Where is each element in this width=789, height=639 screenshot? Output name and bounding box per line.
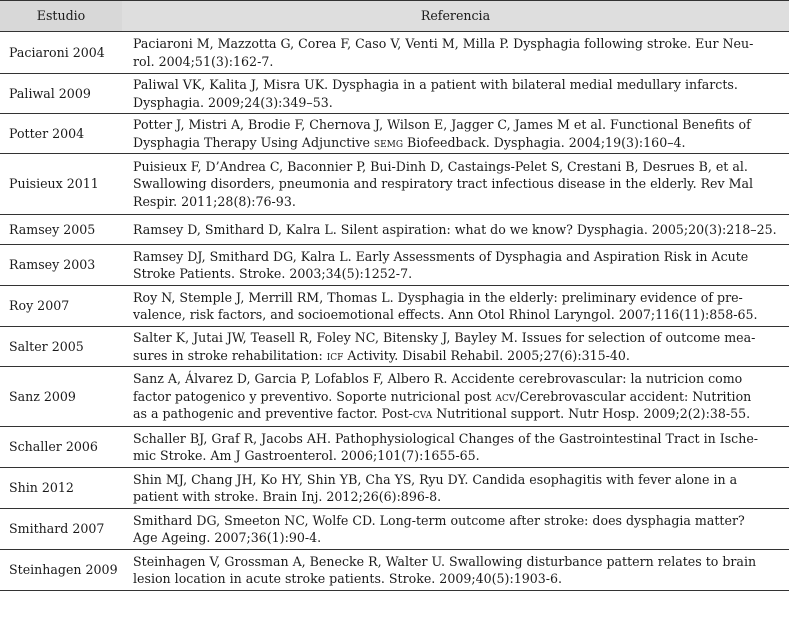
reference-cell: Ramsey DJ, Smithard DG, Kalra L. Early Assessments of Dysphagia and Aspiration Risk in Acute Stroke Patients. Stroke. 2003;34(5):1252-7.: [122, 245, 789, 286]
table-row: [0, 245, 789, 286]
reference-cell: Paciaroni M, Mazzotta G, Corea F, Caso V, Venti M, Milla P. Dysphagia following stroke. Eur Neu- rol. 2004;51(3):162-7.: [122, 32, 789, 74]
table-row: [0, 154, 789, 215]
table-row: [0, 74, 789, 114]
reference-column-header: Referencia: [122, 1, 789, 32]
study-cell: Puisieux 2011: [0, 154, 122, 215]
reference-cell: Potter J, Mistri A, Brodie F, Chernova J, Wilson E, Jagger C, James M et al. Functional Benefits of Dysphagia Therapy Using Adjunctive semg Biofeedback. Dysphagia. 2004;19(3):160–4.: [122, 114, 789, 154]
table-row: [0, 550, 789, 591]
study-cell: Salter 2005: [0, 327, 122, 367]
reference-cell: Schaller BJ, Graf R, Jacobs AH. Pathophysiological Changes of the Gastrointestinal Tract in Ische- mic Stroke. Am J Gastroenterol. 2006;101(7):1655-65.: [122, 427, 789, 468]
table-body: [0, 32, 789, 591]
table-row: [0, 509, 789, 550]
reference-cell: Salter K, Jutai JW, Teasell R, Foley NC, Bitensky J, Bayley M. Issues for selection of outcome mea- sures in stroke rehabilitation: icf Activity. Disabil Rehabil. 2005;27(6):315-40.: [122, 327, 789, 367]
study-cell: Schaller 2006: [0, 427, 122, 468]
study-cell: Roy 2007: [0, 286, 122, 327]
reference-cell: Sanz A, Álvarez D, Garcia P, Lofablos F, Albero R. Accidente cerebrovascular: la nutricion como factor patogenico y preventivo. Soporte nutricional post acv/Cerebrovascular accident: Nutrition as a pathogenic and preventive factor. Post-cva Nutritional support. Nutr Hosp. 2009;2(2):38-55.: [122, 367, 789, 427]
table-row: [0, 427, 789, 468]
reference-cell: Paliwal VK, Kalita J, Misra UK. Dysphagia in a patient with bilateral medial medullary infarcts. Dysphagia. 2009;24(3):349–53.: [122, 74, 789, 114]
reference-cell: Shin MJ, Chang JH, Ko HY, Shin YB, Cha YS, Ryu DY. Candida esophagitis with fever alone in a patient with stroke. Brain Inj. 2012;26(6):896-8.: [122, 468, 789, 509]
study-cell: Paciaroni 2004: [0, 32, 122, 74]
study-cell: Smithard 2007: [0, 509, 122, 550]
table-row: [0, 367, 789, 427]
study-cell: Sanz 2009: [0, 367, 122, 427]
study-cell: Potter 2004: [0, 114, 122, 154]
table-row: [0, 114, 789, 154]
study-cell: Ramsey 2003: [0, 245, 122, 286]
header-row: [0, 1, 789, 32]
study-cell: Ramsey 2005: [0, 215, 122, 245]
table-row: [0, 215, 789, 245]
study-cell: Paliwal 2009: [0, 74, 122, 114]
reference-cell: Ramsey D, Smithard D, Kalra L. Silent aspiration: what do we know? Dysphagia. 2005;20(3):218–25.: [122, 215, 789, 245]
reference-cell: Roy N, Stemple J, Merrill RM, Thomas L. Dysphagia in the elderly: preliminary evidence of pre- valence, risk factors, and socioemotional effects. Ann Otol Rhinol Laryngol. 2007;116(11):858-65.: [122, 286, 789, 327]
reference-cell: Smithard DG, Smeeton NC, Wolfe CD. Long-term outcome after stroke: does dysphagia matter? Age Ageing. 2007;36(1):90-4.: [122, 509, 789, 550]
reference-cell: Puisieux F, D’Andrea C, Baconnier P, Bui-Dinh D, Castaings-Pelet S, Crestani B, Desrues B, et al. Swallowing disorders, pneumonia and respiratory tract infectious disease in the elderly. Rev Mal Respir. 2011;28(8):76-93.: [122, 154, 789, 215]
study-cell: Steinhagen 2009: [0, 550, 122, 591]
study-column-header: Estudio: [0, 1, 122, 32]
table-row: [0, 32, 789, 74]
table-row: [0, 286, 789, 327]
reference-cell: Steinhagen V, Grossman A, Benecke R, Walter U. Swallowing disturbance pattern relates to brain lesion location in acute stroke patients. Stroke. 2009;40(5):1903-6.: [122, 550, 789, 591]
study-cell: Shin 2012: [0, 468, 122, 509]
table-row: [0, 468, 789, 509]
table-row: [0, 327, 789, 367]
